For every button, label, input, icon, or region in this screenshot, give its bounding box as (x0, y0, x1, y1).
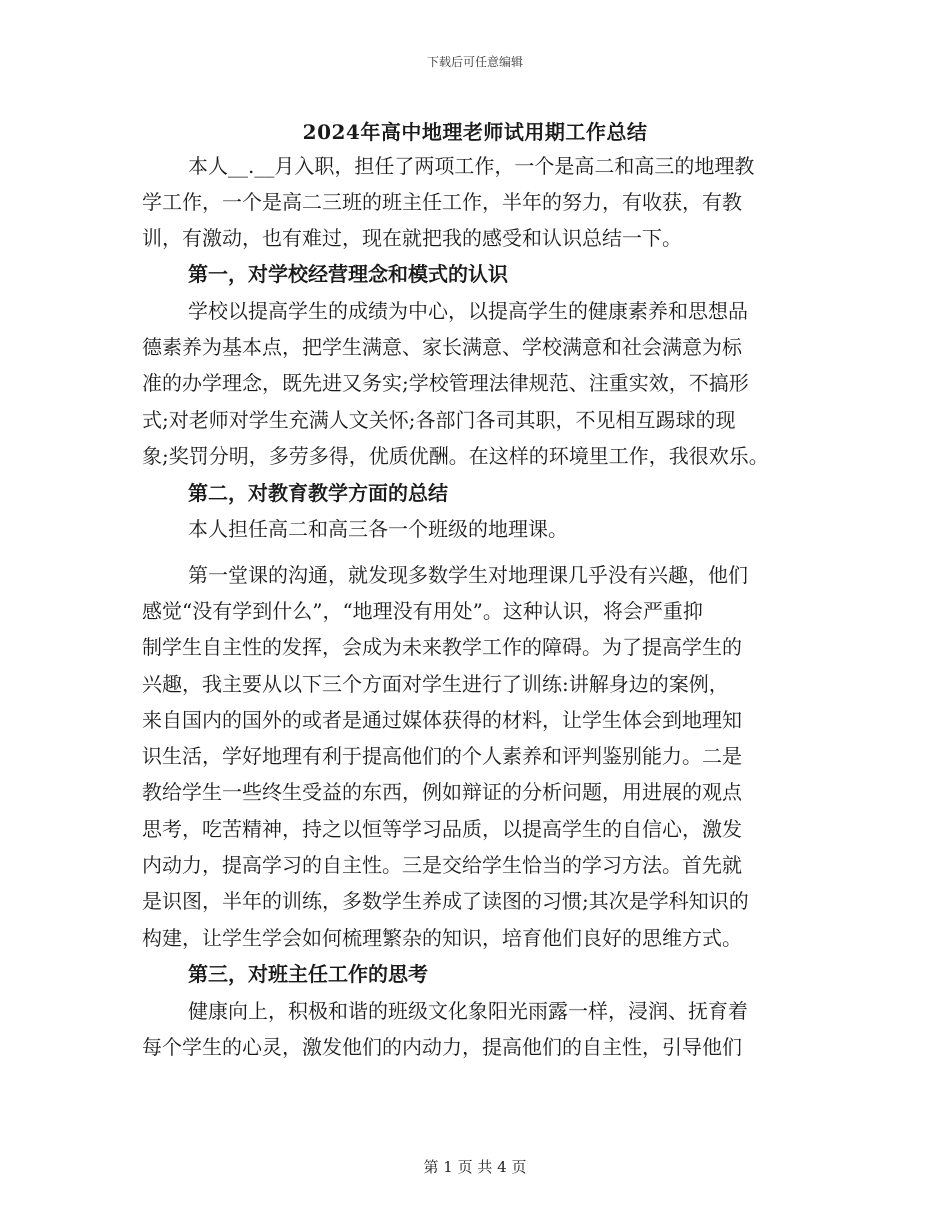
body-line: 制学生自主性的发挥，会成为未来教学工作的障碍。为了提高学生的 (142, 635, 742, 659)
body-line: 构建，让学生学会如何梳理繁杂的知识，培育他们良好的思维方式。 (142, 926, 742, 950)
body-line: 兴趣，我主要从以下三个方面对学生进行了训练:讲解身边的案例， (142, 672, 729, 696)
body-line: 第一堂课的沟通，就发现多数学生对地理课几乎没有兴趣，他们 (188, 563, 748, 587)
body-line: 本人担任高二和高三各一个班级的地理课。 (188, 517, 568, 541)
body-line: 教给学生一些终生受益的东西，例如辩证的分析问题，用进展的观点 (142, 780, 742, 804)
body-line: 学工作，一个是高二三班的班主任工作，半年的努力，有收获，有教 (142, 190, 742, 214)
page-footer-number: 第 1 页 共 4 页 (423, 1158, 527, 1176)
body-line: 准的办学理念，既先进又务实;学校管理法律规范、注重实效，不搞形 (142, 371, 749, 395)
body-line: 每个学生的心灵，激发他们的内动力，提高他们的自主性，引导他们 (142, 1035, 742, 1059)
body-line: 德素养为基本点，把学生满意、家长满意、学校满意和社会满意为标 (142, 335, 742, 359)
body-line: 式;对老师对学生充满人文关怀;各部门各司其职，不见相互踢球的现 (142, 408, 736, 432)
body-line: 来自国内的国外的或者是通过媒体获得的材料，让学生体会到地理知 (142, 708, 742, 732)
body-line: 感觉“没有学到什么”，“地理没有用处”。这种认识，将会严重抑 (142, 599, 703, 623)
body-line: 思考，吃苦精神，持之以恒等学习品质，以提高学生的自信心，激发 (142, 817, 742, 841)
document-title: 2024年高中地理老师试用期工作总结 (302, 120, 648, 144)
section-heading: 第二，对教育教学方面的总结 (188, 481, 448, 505)
body-line: 本人__.__月入职，担任了两项工作，一个是高二和高三的地理教 (188, 154, 755, 178)
body-line: 识生活，学好地理有利于提高他们的个人素养和评判鉴别能力。二是 (142, 744, 742, 768)
section-heading: 第一，对学校经营理念和模式的认识 (188, 262, 508, 286)
body-line: 训，有激动，也有难过，现在就把我的感受和认识总结一下。 (142, 226, 682, 250)
body-line: 学校以提高学生的成绩为中心，以提高学生的健康素养和思想品 (188, 299, 748, 323)
body-line: 象;奖罚分明，多劳多得，优质优酬。在这样的环境里工作，我很欢乐。 (142, 444, 769, 468)
section-heading: 第三，对班主任工作的思考 (188, 962, 428, 986)
body-line: 健康向上，积极和谐的班级文化象阳光雨露一样，浸润、抚育着 (188, 999, 748, 1023)
page-header-note: 下载后可任意编辑 (426, 55, 523, 69)
body-line: 是识图，半年的训练，多数学生养成了读图的习惯;其次是学科知识的 (142, 889, 749, 913)
body-line: 内动力，提高学习的自主性。三是交给学生恰当的学习方法。首先就 (142, 853, 742, 877)
